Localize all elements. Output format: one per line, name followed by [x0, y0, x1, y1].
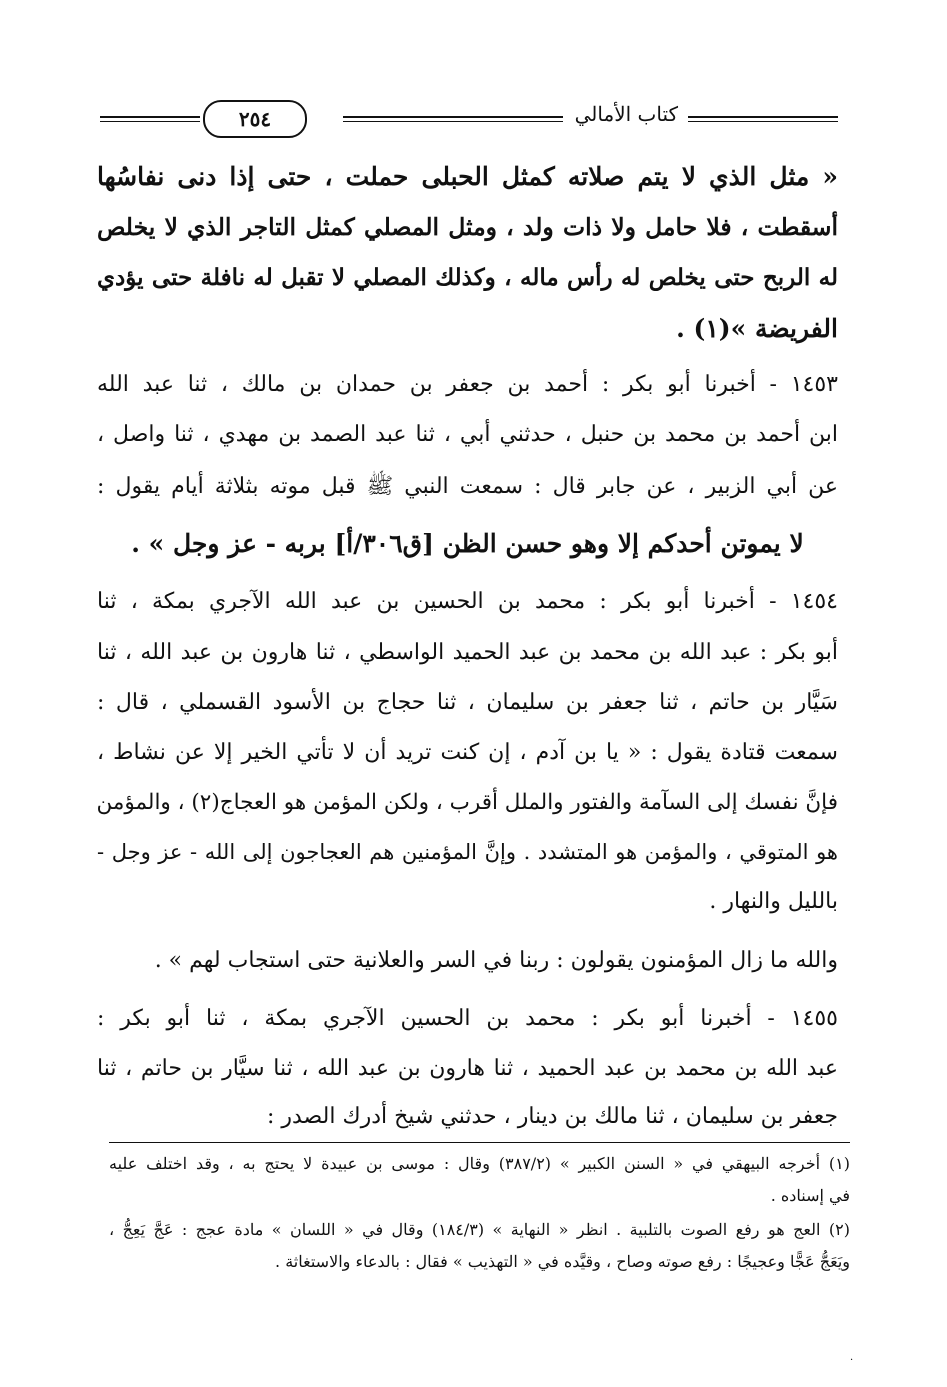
text-line: ابن أحمد بن محمد بن حنبل ، حدثني أبي ، ثنا عبد الصمد بن مهدي ، ثنا واصل ، [97, 422, 838, 447]
text-line: هو المتوقي ، والمؤمن هو المتشدد . وإنَّ المؤمنين هم العجاجون إلى الله - عز وجل - [97, 840, 838, 864]
footnote-line: ويَعَجُّ عَجًّا وعجيجًا : رفع صوته وصاح ، وقيَّده في « التهذيب » فقال : بالدعاء والاستغاثة . [275, 1252, 850, 1271]
text-line: عبد الله بن محمد بن عبد الحميد ، ثنا هارون بن عبد الله ، ثنا سيَّار بن حاتم ، ثنا [97, 1056, 838, 1081]
text-line: ١٤٥٥ - أخبرنا أبو بكر : محمد بن الحسين الآجري بمكة ، ثنا أبو بكر : [97, 1006, 838, 1031]
text-line: بالليل والنهار . [709, 889, 838, 914]
footnote-divider [109, 1142, 850, 1143]
text-line: جعفر بن سليمان ، ثنا مالك بن دينار ، حدثني شيخ أدرك الصدر : [266, 1104, 838, 1129]
text-line: فإنَّ نفسك إلى السآمة والفتور والملل أقرب ، ولكن المؤمن هو العجاج(٢) ، والمؤمن [96, 790, 838, 815]
book-title: كتاب الأمالي [574, 102, 678, 126]
footnote-line: في إسناده . [770, 1186, 850, 1205]
footnote-line: (٢) العج هو رفع الصوت بالتلبية . انظر « النهاية » (١٨٤/٣) وقال في « اللسان » مادة عجج : عَجَّ يَعِجُّ ، [109, 1220, 850, 1239]
text-line: له الربح حتى يخلص له رأس ماله ، وكذلك المصلي لا تقبل له نافلة حتى يؤدي [97, 264, 838, 291]
text-line: أبو بكر : عبد الله بن محمد بن عبد الحميد الواسطي ، ثنا هارون بن عبد الله ، ثنا [97, 640, 838, 665]
text-line: عن أبي الزبير ، عن جابر قال : سمعت النبي ﷺ قبل موته بثلاثة أيام يقول : [97, 474, 838, 499]
header-rule-right [688, 116, 838, 122]
hadith-line: لا يموتن أحدكم إلا وهو حسن الظن [ق٣٠٦/أ] بربه - عز وجل » . [131, 529, 804, 558]
page-header [100, 100, 838, 140]
page-mark: · [850, 1355, 854, 1366]
header-rule-left [100, 116, 200, 122]
text-line: « مثل الذي لا يتم صلاته كمثل الحبلى حملت ، حتى إذا دنى نفاسُها [97, 162, 838, 191]
text-line: سمعت قتادة يقول : « يا بن آدم ، إن كنت تريد أن لا تأتي الخير إلا عن نشاط ، [97, 740, 838, 765]
text-line: ١٤٥٤ - أخبرنا أبو بكر : محمد بن الحسين بن عبد الله الآجري بمكة ، ثنا [97, 589, 838, 614]
text-line: أسقطت ، فلا حامل ولا ذات ولد ، ومثل المصلي كمثل التاجر الذي لا يخلص [97, 213, 838, 241]
text-line: سَيَّار بن حاتم ، ثنا جعفر بن سليمان ، ثنا حجاج بن الأسود القسملي ، قال : [97, 690, 838, 715]
page-number: ٢٥٤ [203, 100, 307, 138]
text-line: الفريضة »(١) . [676, 314, 838, 343]
footnote-line: (١) أخرجه البيهقي في « السنن الكبير » (٣٨٧/٢) وقال : موسى بن عبيدة لا يحتج به ، وقد اختلف عليه [109, 1154, 850, 1173]
text-line: والله ما زال المؤمنون يقولون : ربنا في السر والعلانية حتى استجاب لهم » . [154, 948, 838, 973]
text-line: ١٤٥٣ - أخبرنا أبو بكر : أحمد بن جعفر بن حمدان بن مالك ، ثنا عبد الله [97, 372, 838, 397]
header-rule-middle [343, 116, 563, 122]
